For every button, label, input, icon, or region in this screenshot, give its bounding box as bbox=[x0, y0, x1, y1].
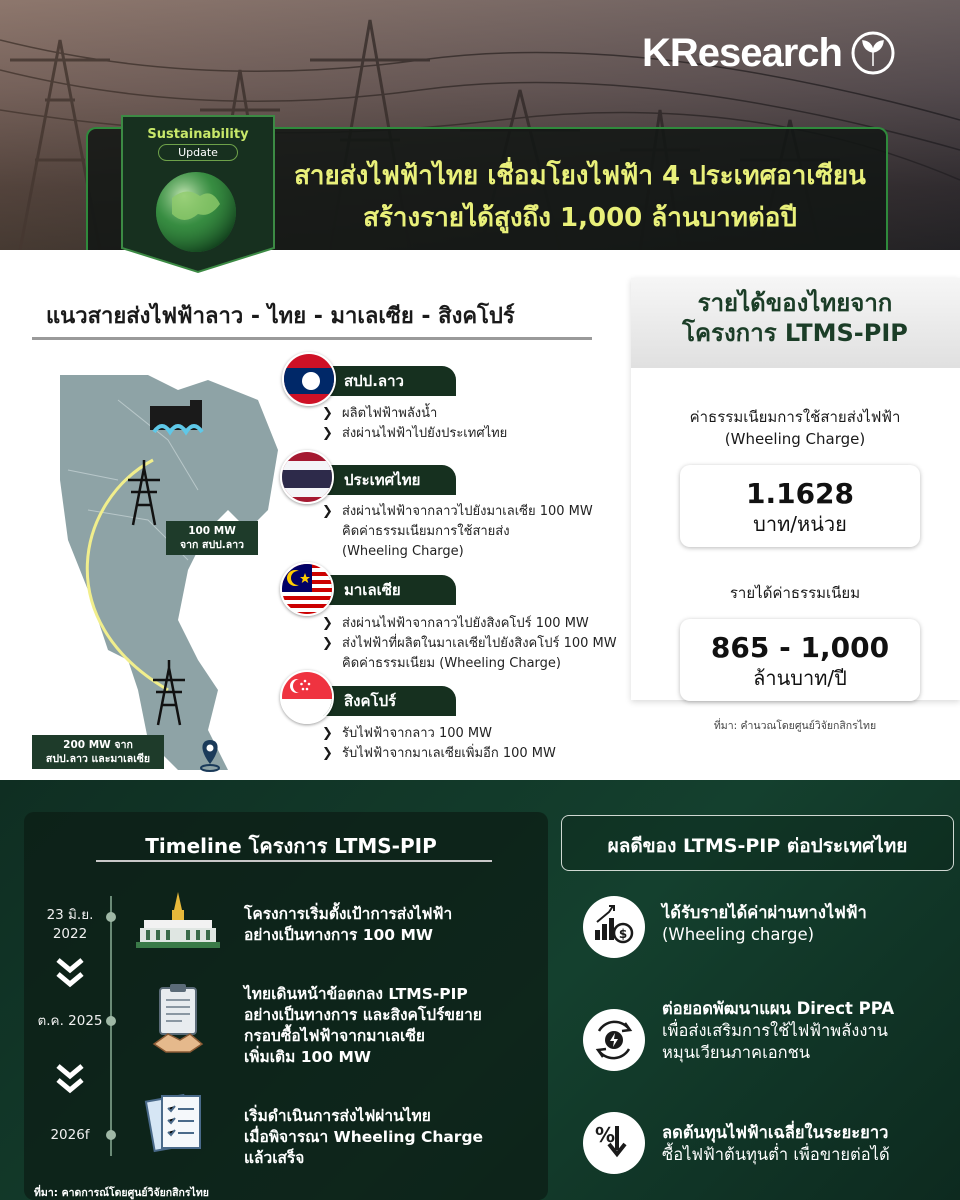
parliament-building-icon bbox=[136, 890, 220, 950]
fee-revenue-label: รายได้ค่าธรรมเนียม bbox=[729, 584, 861, 602]
wheeling-charge-label bbox=[640, 406, 950, 450]
benefits-title: ผลดีของ LTMS-PIP ต่อประเทศไทย bbox=[607, 835, 908, 857]
kresearch-logo bbox=[642, 30, 896, 76]
timeline-text bbox=[244, 904, 452, 946]
benefit-text bbox=[662, 998, 954, 1064]
leaf-logo-icon bbox=[850, 30, 896, 76]
agreement-handshake-icon bbox=[150, 984, 206, 1056]
timeline-line bbox=[110, 896, 112, 1156]
headline-line-2: สร้างรายได้สูงถึง 1,000 ล้านบาทต่อปี bbox=[363, 203, 797, 233]
benefit-headline: ต่อยอดพัฒนาแผน Direct PPA bbox=[662, 999, 895, 1018]
timeline-date bbox=[30, 1012, 110, 1031]
revenue-source: ที่มา: คำนวณโดยศูนย์วิจัยกสิกรไทย bbox=[713, 720, 877, 732]
timeline-date bbox=[30, 906, 110, 944]
bullet-item-continued: คิดค่าธรรมเนียม (Wheeling Charge) bbox=[342, 656, 561, 671]
laos-bullets bbox=[322, 404, 507, 444]
benefit-detail: ซื้อไฟฟ้าต้นทุนต่ำ เพื่อขายต่อได้ bbox=[662, 1145, 890, 1164]
region-map bbox=[58, 360, 284, 780]
money-growth-icon bbox=[583, 896, 645, 958]
label-200mw-line1: 200 MW จาก bbox=[63, 739, 133, 751]
timeline-text-line: แล้วเสร็จ bbox=[244, 1149, 305, 1167]
timeline-text-line: โครงการเริ่มตั้งเป้าการส่งไฟฟ้า bbox=[244, 905, 453, 923]
bullet-item: ❯ ส่งผ่านไฟฟ้าจากลาวไปยังสิงคโปร์ 100 MW bbox=[322, 614, 617, 634]
badge-title: Sustainability bbox=[147, 127, 249, 142]
benefit-headline: ลดต้นทุนไฟฟ้าเฉลี่ยในระยะยาว bbox=[662, 1123, 889, 1142]
country-tag-singapore: สิงคโปร์ bbox=[310, 686, 456, 716]
malaysia-bullets bbox=[322, 614, 617, 674]
timeline-date-line1: ต.ค. 2025 bbox=[37, 1013, 103, 1029]
benefit-text bbox=[662, 1122, 954, 1166]
wheeling-charge-box bbox=[680, 465, 920, 547]
fee-revenue-box bbox=[680, 619, 920, 701]
cost-down-icon bbox=[583, 1112, 645, 1174]
documents-checklist-icon bbox=[144, 1088, 208, 1160]
label-200mw-line2: สปป.ลาว และมาเลเซีย bbox=[45, 753, 151, 765]
bullet-item: ❯ รับไฟฟ้าจากมาเลเซียเพิ่มอีก 100 MW bbox=[322, 744, 556, 764]
label-100mw-line2: จาก สปป.ลาว bbox=[179, 539, 244, 551]
bullet-item: ❯ ส่งผ่านไฟฟ้าไปยังประเทศไทย bbox=[322, 424, 507, 444]
malaysia-flag-icon bbox=[280, 562, 334, 616]
timeline-text-line: อย่างเป็นทางการ 100 MW bbox=[244, 926, 433, 944]
renewable-power-icon bbox=[583, 1009, 645, 1071]
thailand-bullets bbox=[322, 502, 593, 562]
country-tag-laos: สปป.ลาว bbox=[310, 366, 456, 396]
badge-subtitle: Update bbox=[158, 144, 238, 161]
timeline-divider bbox=[96, 860, 492, 862]
timeline-text-line: อย่างเป็นทางการ และสิงคโปร์ขยาย bbox=[244, 1006, 482, 1024]
thailand-flag-icon bbox=[280, 450, 334, 504]
label-100mw bbox=[166, 521, 258, 555]
benefit-text bbox=[662, 902, 954, 946]
wheeling-charge-label-line2: (Wheeling Charge) bbox=[724, 430, 866, 448]
laos-flag-icon bbox=[282, 352, 336, 406]
singapore-bullets bbox=[322, 724, 556, 764]
bullet-item-continued: คิดค่าธรรมเนียมการใช้สายส่ง bbox=[342, 524, 510, 539]
timeline-text-line: เพิ่มเติม 100 MW bbox=[244, 1048, 371, 1066]
wheeling-charge-unit: บาท/หน่วย bbox=[753, 512, 847, 536]
bullet-item: ❯ ส่งไฟฟ้าที่ผลิตในมาเลเซียไปยังสิงคโปร์ 100 MW bbox=[322, 634, 617, 654]
revenue-title-line1: รายได้ของไทยจาก bbox=[697, 289, 893, 317]
brand-name: KResearch bbox=[641, 30, 842, 75]
label-200mw bbox=[32, 735, 164, 769]
bullet-item: ❯ รับไฟฟ้าจากลาว 100 MW bbox=[322, 724, 556, 744]
country-tag-malaysia: มาเลเซีย bbox=[310, 575, 456, 605]
chevron-down-icon bbox=[50, 1062, 90, 1098]
timeline-text bbox=[244, 1106, 483, 1169]
benefit-headline: ได้รับรายได้ค่าผ่านทางไฟฟ้า bbox=[662, 903, 867, 922]
benefit-detail: เพื่อส่งเสริมการใช้ไฟฟ้าพลังงาน bbox=[662, 1021, 888, 1040]
wheeling-charge-label-line1: ค่าธรรมเนียมการใช้สายส่งไฟฟ้า bbox=[689, 408, 901, 426]
revenue-title-line2: โครงการ LTMS-PIP bbox=[682, 319, 908, 347]
svg-text:$: $ bbox=[618, 927, 628, 941]
fee-revenue-value: 865 - 1,000 bbox=[710, 631, 890, 664]
benefit-detail: (Wheeling charge) bbox=[662, 925, 815, 944]
timeline-title: Timeline โครงการ LTMS-PIP bbox=[145, 834, 437, 858]
timeline-date-line1: 23 มิ.ย. bbox=[46, 907, 94, 923]
headline bbox=[270, 155, 890, 239]
svg-text:%: % bbox=[594, 1123, 616, 1147]
fee-revenue-unit: ล้านบาท/ปี bbox=[753, 666, 847, 690]
bullet-item: ❯ ส่งผ่านไฟฟ้าจากลาวไปยังมาเลเซีย 100 MW bbox=[322, 502, 593, 522]
title-divider bbox=[32, 337, 592, 340]
revenue-title bbox=[640, 288, 950, 348]
bullet-item-continued: (Wheeling Charge) bbox=[342, 544, 464, 559]
chevron-down-icon bbox=[50, 956, 90, 992]
headline-line-1: สายส่งไฟฟ้าไทย เชื่อมโยงไฟฟ้า 4 ประเทศอาเซียน bbox=[294, 161, 866, 191]
timeline-date-line1: 2026f bbox=[50, 1127, 90, 1143]
wheeling-charge-value: 1.1628 bbox=[745, 477, 855, 510]
timeline-date-line2: 2022 bbox=[52, 926, 88, 942]
singapore-flag-icon bbox=[280, 670, 334, 724]
label-100mw-line1: 100 MW bbox=[188, 525, 236, 537]
timeline-text-line: กรอบซื้อไฟฟ้าจากมาเลเซีย bbox=[244, 1027, 425, 1045]
timeline-date bbox=[30, 1126, 110, 1145]
map-section-title: แนวสายส่งไฟฟ้าลาว - ไทย - มาเลเซีย - สิงคโปร์ bbox=[46, 304, 515, 329]
timeline-text-line: เมื่อพิจารณา Wheeling Charge bbox=[244, 1128, 484, 1146]
timeline-source: ที่มา: คาดการณ์โดยศูนย์วิจัยกสิกรไทย bbox=[34, 1187, 209, 1199]
benefit-detail: หมุนเวียนภาคเอกชน bbox=[662, 1043, 811, 1062]
country-tag-thailand: ประเทศไทย bbox=[310, 465, 456, 495]
timeline-text-line: เริ่มดำเนินการส่งไฟผ่านไทย bbox=[244, 1107, 431, 1125]
timeline-text bbox=[244, 984, 482, 1068]
timeline-text-line: ไทยเดินหน้าข้อตกลง LTMS-PIP bbox=[244, 985, 468, 1003]
bullet-item: ❯ ผลิตไฟฟ้าพลังน้ำ bbox=[322, 404, 507, 424]
